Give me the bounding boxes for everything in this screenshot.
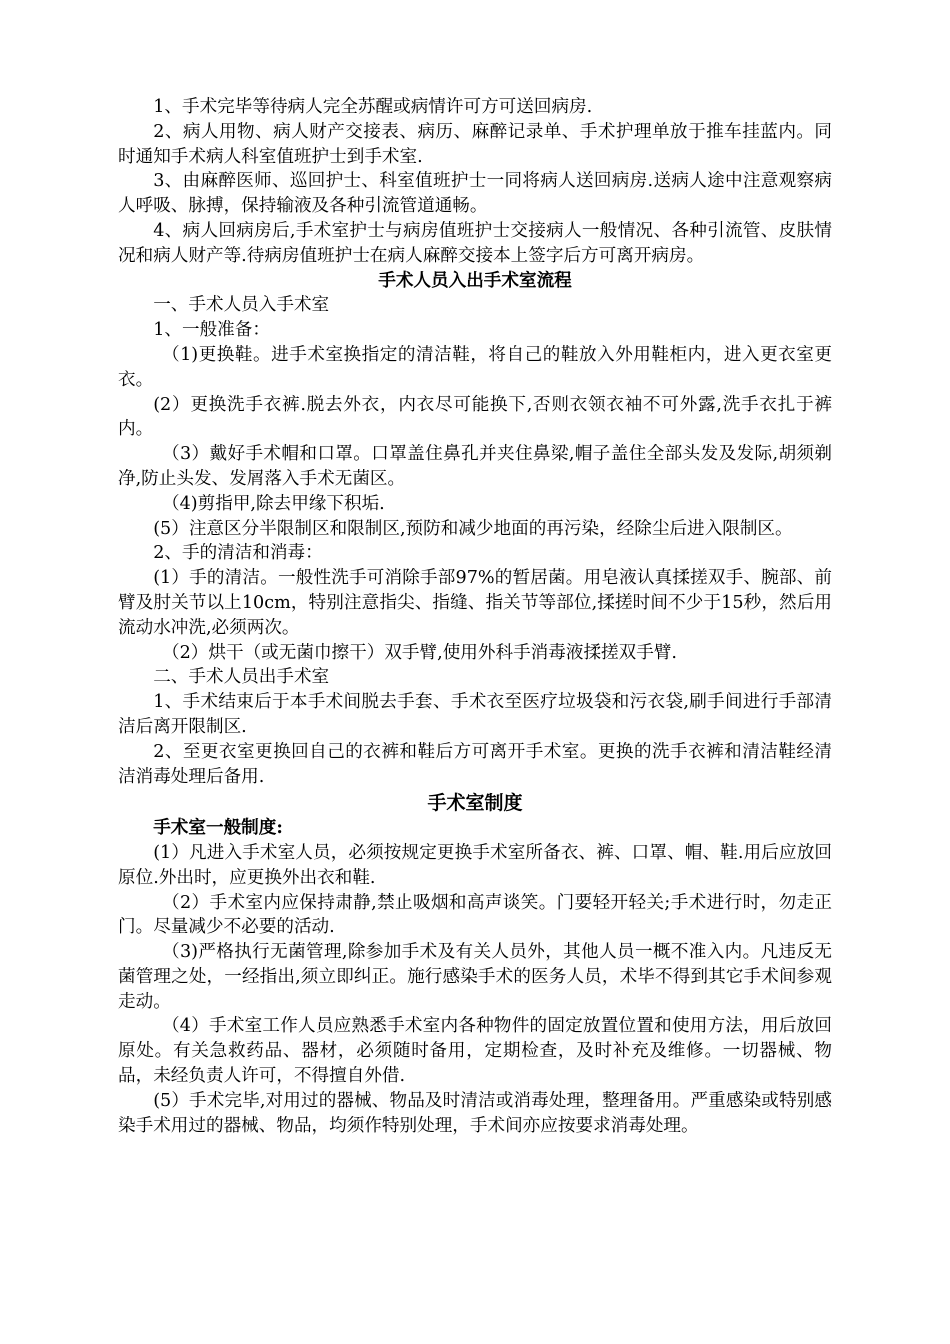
return-step-4: 4、病人回病房后,手术室护士与病房值班护士交接病人一般情况、各种引流管、皮肤情况和病人财产等.待病房值班护士在病人麻醉交接本上签字后方可离开病房。: [118, 220, 832, 266]
hand-item-2: （2）烘干（或无菌巾擦干）双手臂,使用外科手消毒液揉搓双手臂.: [162, 642, 678, 663]
exit-heading: 二、手术人员出手术室: [153, 667, 330, 688]
prep-item-3: （3）戴好手术帽和口罩。口罩盖住鼻孔并夹住鼻梁,帽子盖住全部头发及发际,胡须剃净,防止头发、发屑落入手术无菌区。: [118, 444, 832, 489]
prep-item-2: (2）更换洗手衣裤.脱去外衣，内衣尽可能换下,否则衣领衣袖不可外露,洗手衣扎于裤内。: [118, 394, 832, 440]
hand-heading: 2、手的清洁和消毒：: [153, 543, 323, 564]
rule-item-3: （3)严格执行无菌管理,除参加手术及有关人员外，其他人员一概不准入内。凡违反无菌管理之处，一经指出,须立即纠正。施行感染手术的医务人员，术毕不得到其它手术间参观走动。: [118, 942, 832, 1012]
return-step-2: 2、病人用物、病人财产交接表、病历、麻醉记录单、手术护理单放于推车挂蓝内。同时通知手术病人科室值班护士到手术室.: [118, 121, 832, 167]
hand-item-1: (1）手的清洁。一般性洗手可消除手部97%的暂居菌。用皂液认真揉搓双手、腕部、前臂及肘关节以上10cm，特别注意指尖、指缝、指关节等部位,揉搓时间不少于15秒，然后用流动水冲洗,必须两次。: [118, 568, 832, 638]
rules-title: 手术室制度: [427, 792, 523, 815]
prep-item-4: （4)剪指甲,除去甲缘下积垢.: [162, 493, 385, 514]
rules-subtitle: 手术室一般制度:: [153, 817, 283, 839]
enter-heading: 一、手术人员入手术室: [153, 295, 330, 316]
return-step-3: 3、由麻醉医师、巡回护士、科室值班护士一同将病人送回病房.送病人途中注意观察病人呼吸、脉搏，保持输液及各种引流管道通畅。: [118, 171, 832, 217]
rule-item-4: （4）手术室工作人员应熟悉手术室内各种物件的固定放置位置和使用方法，用后放回原处。有关急救药品、器材，必须随时备用，定期检查，及时补充及维修。一切器械、物品，未经负责人许可，不得擅自外借.: [118, 1016, 832, 1087]
flow-title: 手术人员入出手术室流程: [378, 269, 572, 291]
prep-item-5: (5）注意区分半限制区和限制区,预防和减少地面的再污染，经除尘后进入限制区。: [153, 518, 793, 539]
rule-item-2: （2）手术室内应保持肃静,禁止吸烟和高声谈笑。门要轻开轻关;手术进行时，勿走正门。尽量减少不必要的活动.: [118, 892, 832, 938]
return-step-1: 1、手术完毕等待病人完全苏醒或病情许可方可送回病房.: [153, 97, 593, 117]
rule-item-5: (5）手术完毕,对用过的器械、物品及时清洁或消毒处理，整理备用。严重感染或特别感染手术用过的器械、物品，均须作特别处理，手术间亦应按要求消毒处理。: [118, 1090, 832, 1136]
exit-item-1: 1、手术结束后于本手术间脱去手套、手术衣至医疗垃圾袋和污衣袋,刷手间进行手部清洁后离开限制区.: [118, 692, 832, 737]
prep-item-1: （1)更换鞋。进手术室换指定的清洁鞋，将自己的鞋放入外用鞋柜内，进入更衣室更衣。: [118, 344, 832, 390]
rule-item-1: (1）凡进入手术室人员，必须按规定更换手术室所备衣、裤、口罩、帽、鞋.用后应放回原位.外出时，应更换外出衣和鞋.: [118, 842, 832, 888]
prep-heading: 1、一般准备：: [153, 320, 270, 341]
exit-item-2: 2、至更衣室更换回自己的衣裤和鞋后方可离开手术室。更换的洗手衣裤和清洁鞋经清洁消毒处理后备用.: [118, 741, 832, 787]
